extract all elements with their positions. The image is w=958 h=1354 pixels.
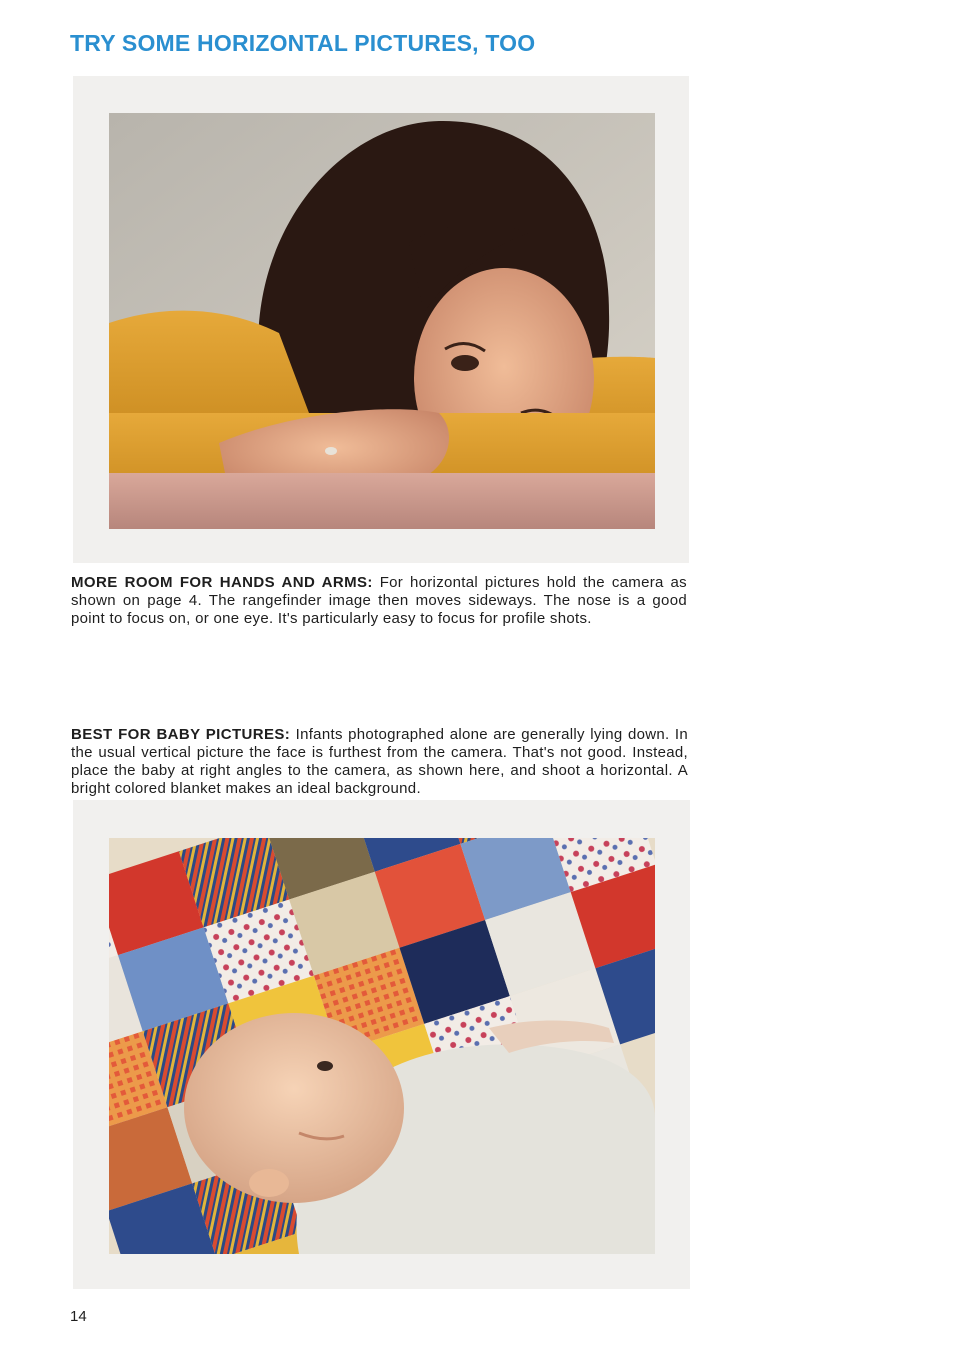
- portrait-photo-woman: [109, 113, 655, 529]
- photo-baby-on-quilt: [109, 838, 655, 1254]
- photo-mount-bottom: [73, 800, 690, 1289]
- portrait-photo-icon: [109, 113, 655, 529]
- baby-photo-icon: [109, 838, 655, 1254]
- caption-lead: MORE ROOM FOR HANDS AND ARMS:: [71, 574, 373, 591]
- caption-hands-arms: [71, 574, 687, 628]
- photo-mount-top: [73, 76, 689, 563]
- page-title: TRY SOME HORIZONTAL PICTURES, TOO: [70, 30, 536, 56]
- caption-lead: BEST FOR BABY PICTURES:: [71, 726, 291, 743]
- page-number: 14: [70, 1308, 87, 1325]
- caption-body: For horizontal pictures hold the camera as shown on page 4. The rangefinder image then moves sideways. The nose is a good point to focus on, or one eye. It's particularly easy to focus for profile shots.: [71, 574, 687, 627]
- caption-baby: [71, 726, 688, 798]
- caption-body: Infants photographed alone are generally lying down. In the usual vertical picture the face is furthest from the camera. That's not good. Instead, place the baby at right angles to the camera, as shown here, and shoot a horizontal. A bright colored blanket makes an ideal background.: [71, 726, 688, 797]
